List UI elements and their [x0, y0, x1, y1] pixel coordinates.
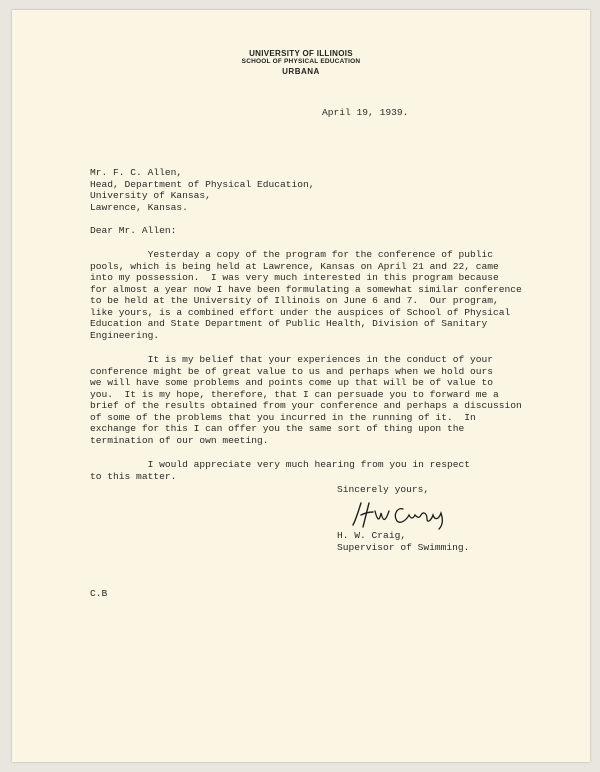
body-line: It is my belief that your experiences in the conduct of your [90, 354, 494, 365]
body-line: brief of the results obtained from your conference and perhaps a discussion [90, 400, 522, 411]
carbon-copy-initials: C.B [90, 588, 108, 599]
letterhead-university: UNIVERSITY OF ILLINOIS [249, 49, 353, 58]
letter-page [12, 10, 590, 762]
body-line: pools, which is being held at Lawrence, Kansas on April 21 and 22, came [90, 260, 499, 272]
letterhead-city: URBANA [282, 67, 320, 76]
body-line: to be held at the University of Illinois on June 6 and 7. Our program, [90, 295, 499, 306]
letterhead-school: SCHOOL OF PHYSICAL EDUCATION [241, 58, 361, 65]
salutation: Dear Mr. Allen: [90, 225, 177, 236]
body-line: Education and State Department of Public Health, Division of Sanitary [90, 318, 488, 329]
body-line: we will have some problems and points come up that will be of value to [90, 377, 494, 388]
body-line: you. It is my hope, therefore, that I can persuade you to forward me a [90, 388, 499, 400]
address-line: Mr. F. C. Allen, [90, 167, 183, 178]
address-line: University of Kansas, [90, 190, 211, 201]
signature-name: H. W. Craig, [337, 530, 407, 541]
body-line: conference might be of great value to us and perhaps when we hold ours [90, 365, 494, 377]
body-line: of some of the problems that you incurred in the running of it. In [90, 411, 476, 423]
body-line: Yesterday a copy of the program for the conference of public [90, 249, 494, 260]
body-line: into my possession. I was very much interested in this program because [90, 272, 499, 283]
body-line: to this matter. [90, 470, 177, 482]
address-line: Head, Department of Physical Education, [90, 178, 315, 190]
body-line: termination of our own meeting. [90, 434, 269, 446]
body-line: exchange for this I can offer you the same sort of thing upon the [90, 423, 465, 434]
body-line: like yours, is a combined effort under the auspices of School of Physical [90, 306, 511, 318]
body-line: for almost a year now I have been formulating a somewhat similar conference [90, 283, 522, 295]
signature-title: Supervisor of Swimming. [337, 541, 470, 553]
handwritten-signature [347, 499, 467, 531]
body-line: I would appreciate very much hearing from you in respect [90, 459, 470, 470]
address-line: Lawrence, Kansas. [90, 201, 188, 213]
closing: Sincerely yours, [337, 484, 430, 495]
letter-date: April 19, 1939. [322, 107, 409, 118]
body-line: Engineering. [90, 329, 160, 341]
